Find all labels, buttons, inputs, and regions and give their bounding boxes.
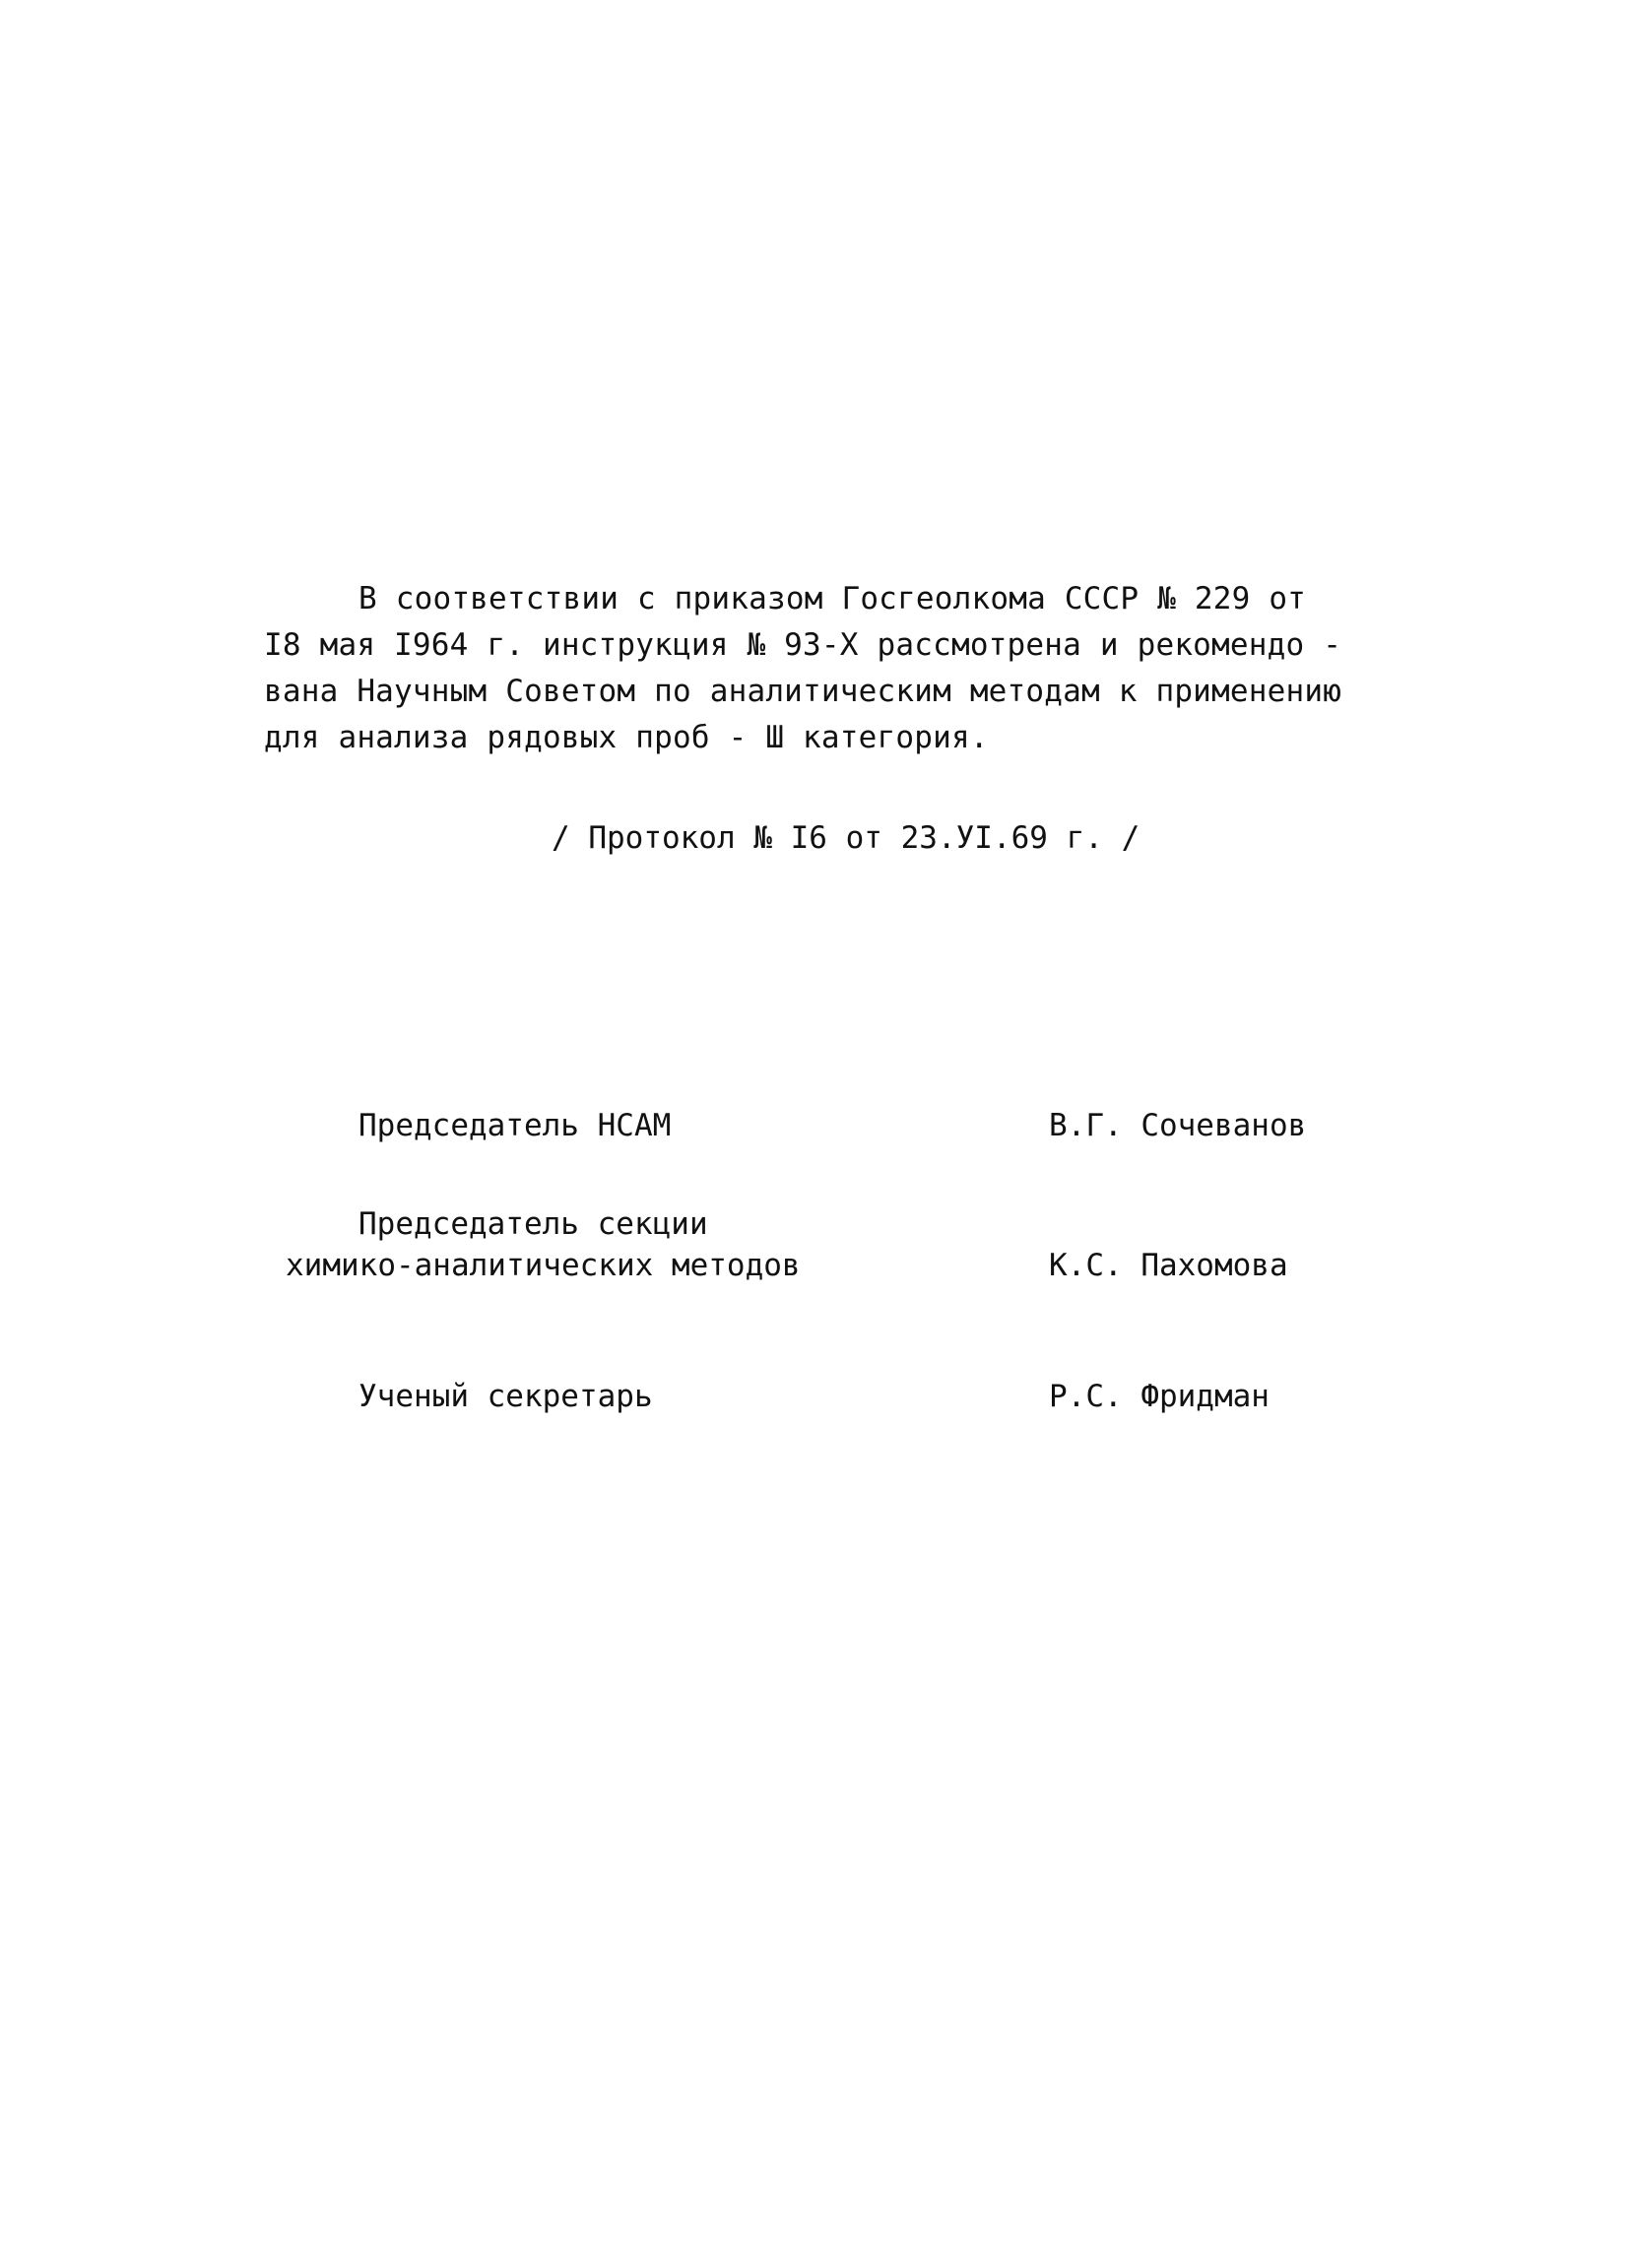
signature-name: В.Г. Сочеванов [1049, 1108, 1307, 1143]
paragraph-line-3: вана Научным Советом по аналитическим методам к применению [264, 674, 1342, 709]
signature-name: К.С. Пахомова [1049, 1248, 1288, 1283]
paragraph-line-2: I8 мая I964 г. инструкция № 93-Х рассмотрена и рекомендо - [264, 627, 1342, 663]
signature-title: Ученый секретарь [358, 1379, 653, 1414]
signature-title-line-2: химико-аналитических методов [286, 1248, 801, 1283]
signature-title: Председатель секции [358, 1206, 708, 1242]
paragraph-line-4: для анализа рядовых проб - Ш категория. [264, 720, 989, 755]
signature-name: Р.С. Фридман [1049, 1379, 1270, 1414]
paragraph-line-1: В соответствии с приказом Госгеолкома СССР № 229 от [358, 581, 1307, 616]
approval-paragraph [264, 576, 1397, 761]
protocol-reference: / Протокол № I6 от 23.УI.69 г. / [552, 820, 1140, 856]
signature-title: Председатель НСАМ [358, 1108, 672, 1143]
